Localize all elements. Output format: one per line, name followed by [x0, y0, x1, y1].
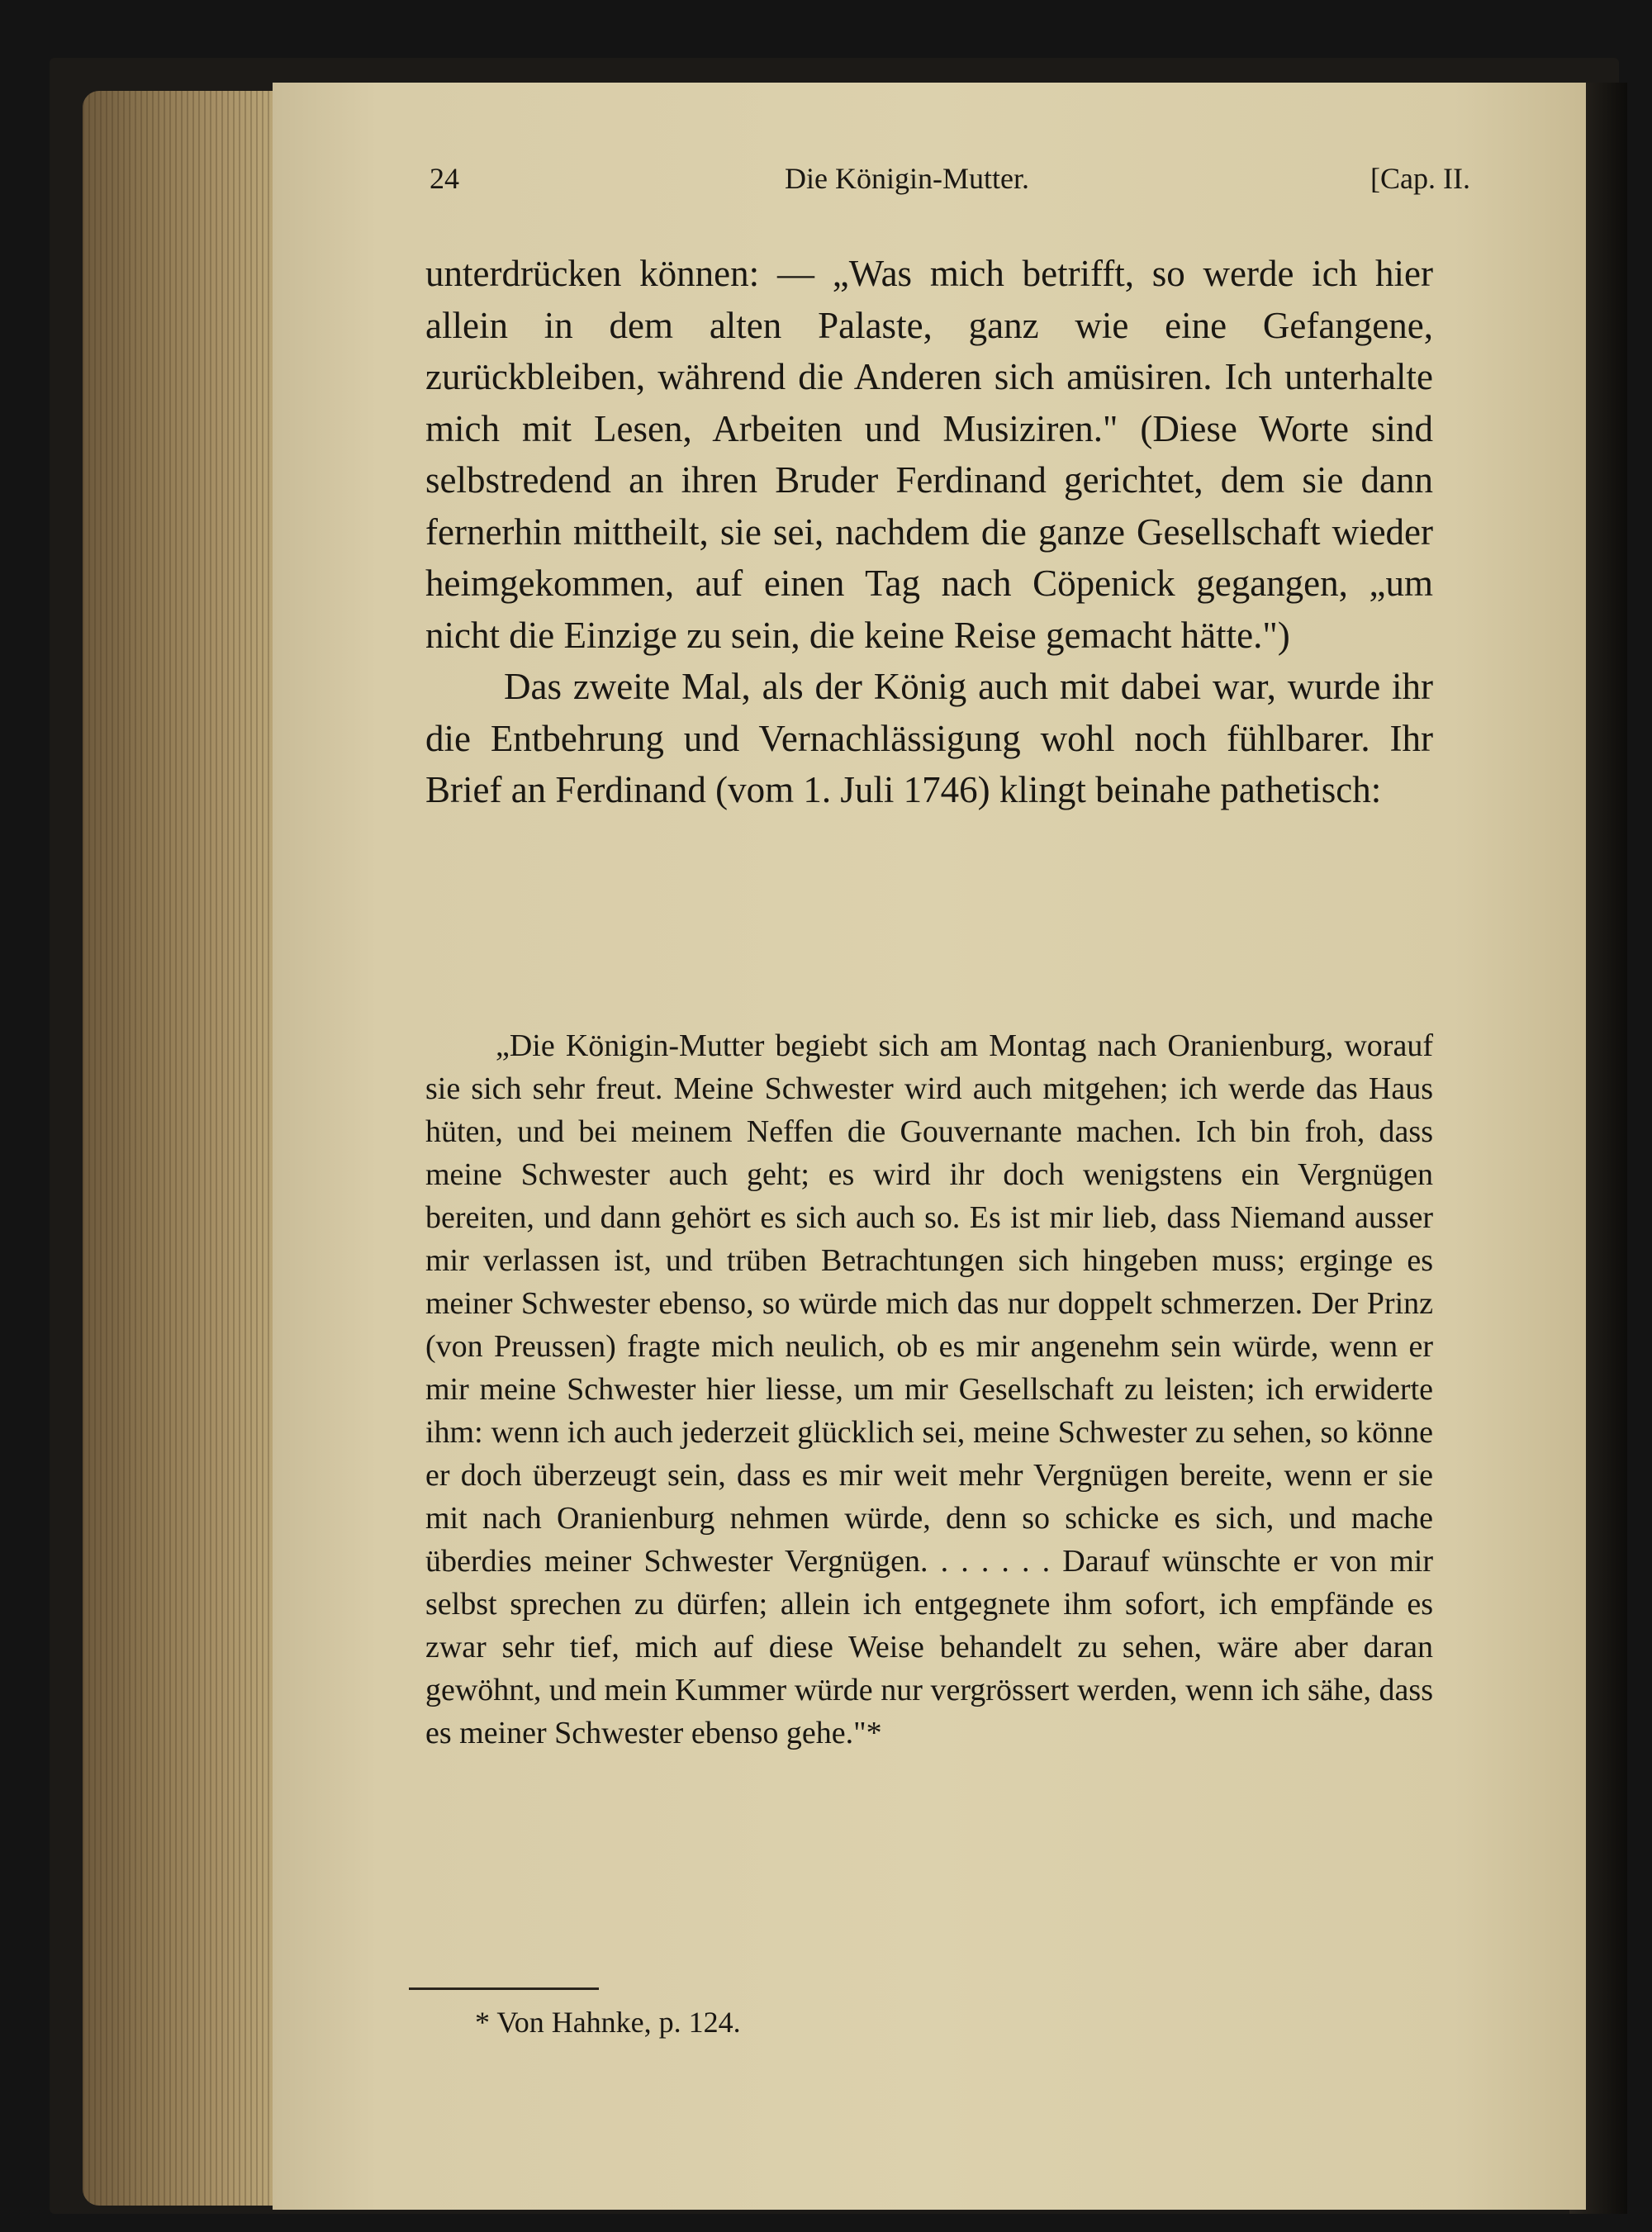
letter-quote — [425, 1024, 1433, 1755]
page-block-edge — [83, 91, 273, 2206]
paragraph: Das zweite Mal, als der König auch mit dabei war, wurde ihr die Entbehrung und Vernachlässigung wohl noch fühlbarer. Ihr Brief an Ferdinand (vom 1. Juli 1746) klingt beinahe pathetisch: — [425, 666, 1433, 810]
footnote-divider — [409, 1987, 599, 1990]
page-number: 24 — [430, 162, 459, 195]
book-page — [273, 83, 1586, 2210]
quote-paragraph: „Die Königin-Mutter begiebt sich am Montag nach Oranienburg, worauf sie sich sehr freut. Meine Schwester wird auch mitgehen; ich werde das Haus hüten, und bei meinem Neffen die Gouvernante machen. Ich bin froh, dass meine Schwester auch geht; es wird ihr doch wenigstens ein Vergnügen bereiten, und dann gehört es sich auch so. Es ist mir lieb, dass Niemand ausser mir verlassen ist, und trüben Betrachtungen sich hingeben muss; erginge es meiner Schwester ebenso, so würde mich das nur doppelt schmerzen. Der Prinz (von Preussen) fragte mich neulich, ob es mir angenehm sein würde, wenn er mir meine Schwester hier liesse, um mir Gesellschaft zu leisten; ich erwiderte ihm: wenn ich auch jederzeit glücklich sei, meine Schwester zu sehen, so könne er doch überzeugt sein, dass es mir weit mehr Vergnügen bereite, wenn er sie mit nach Oranienburg nehmen würde, denn so schicke es sich, und mache überdies meiner Schwester Vergnügen. . . . . . . Darauf wünschte er von mir selbst sprechen zu dürfen; allein ich entgegnete ihm sofort, ich empfände es zwar sehr tief, mich auf diese Weise behandelt zu sehen, wäre aber daran gewöhnt, und mein Kummer würde nur vergrössert werden, wenn ich sähe, dass es meiner Schwester ebenso gehe."* — [425, 1028, 1433, 1750]
running-header — [430, 161, 1470, 211]
paragraph: unterdrücken können: — „Was mich betrifft, so werde ich hier allein in dem alten Palaste, ganz wie eine Gefangene, zurückbleiben, während die Anderen sich amüsiren. Ich unterhalte mich mit Lesen, Arbeiten und Musiziren." (Diese Worte sind selbstredend an ihren Bruder Ferdinand gerichtet, dem sie dann fernerhin mittheilt, sie sei, nachdem die ganze Gesellschaft wieder heimgekommen, auf einen Tag nach Cöpenick gegangen, „um nicht die Einzige zu sein, die keine Reise gemacht hätte.") — [425, 253, 1433, 656]
main-text — [425, 248, 1433, 816]
running-title: Die Königin-Mutter. — [785, 162, 1029, 195]
chapter-label: [Cap. II. — [1370, 162, 1470, 195]
footnote: * Von Hahnke, p. 124. — [475, 2006, 741, 2039]
